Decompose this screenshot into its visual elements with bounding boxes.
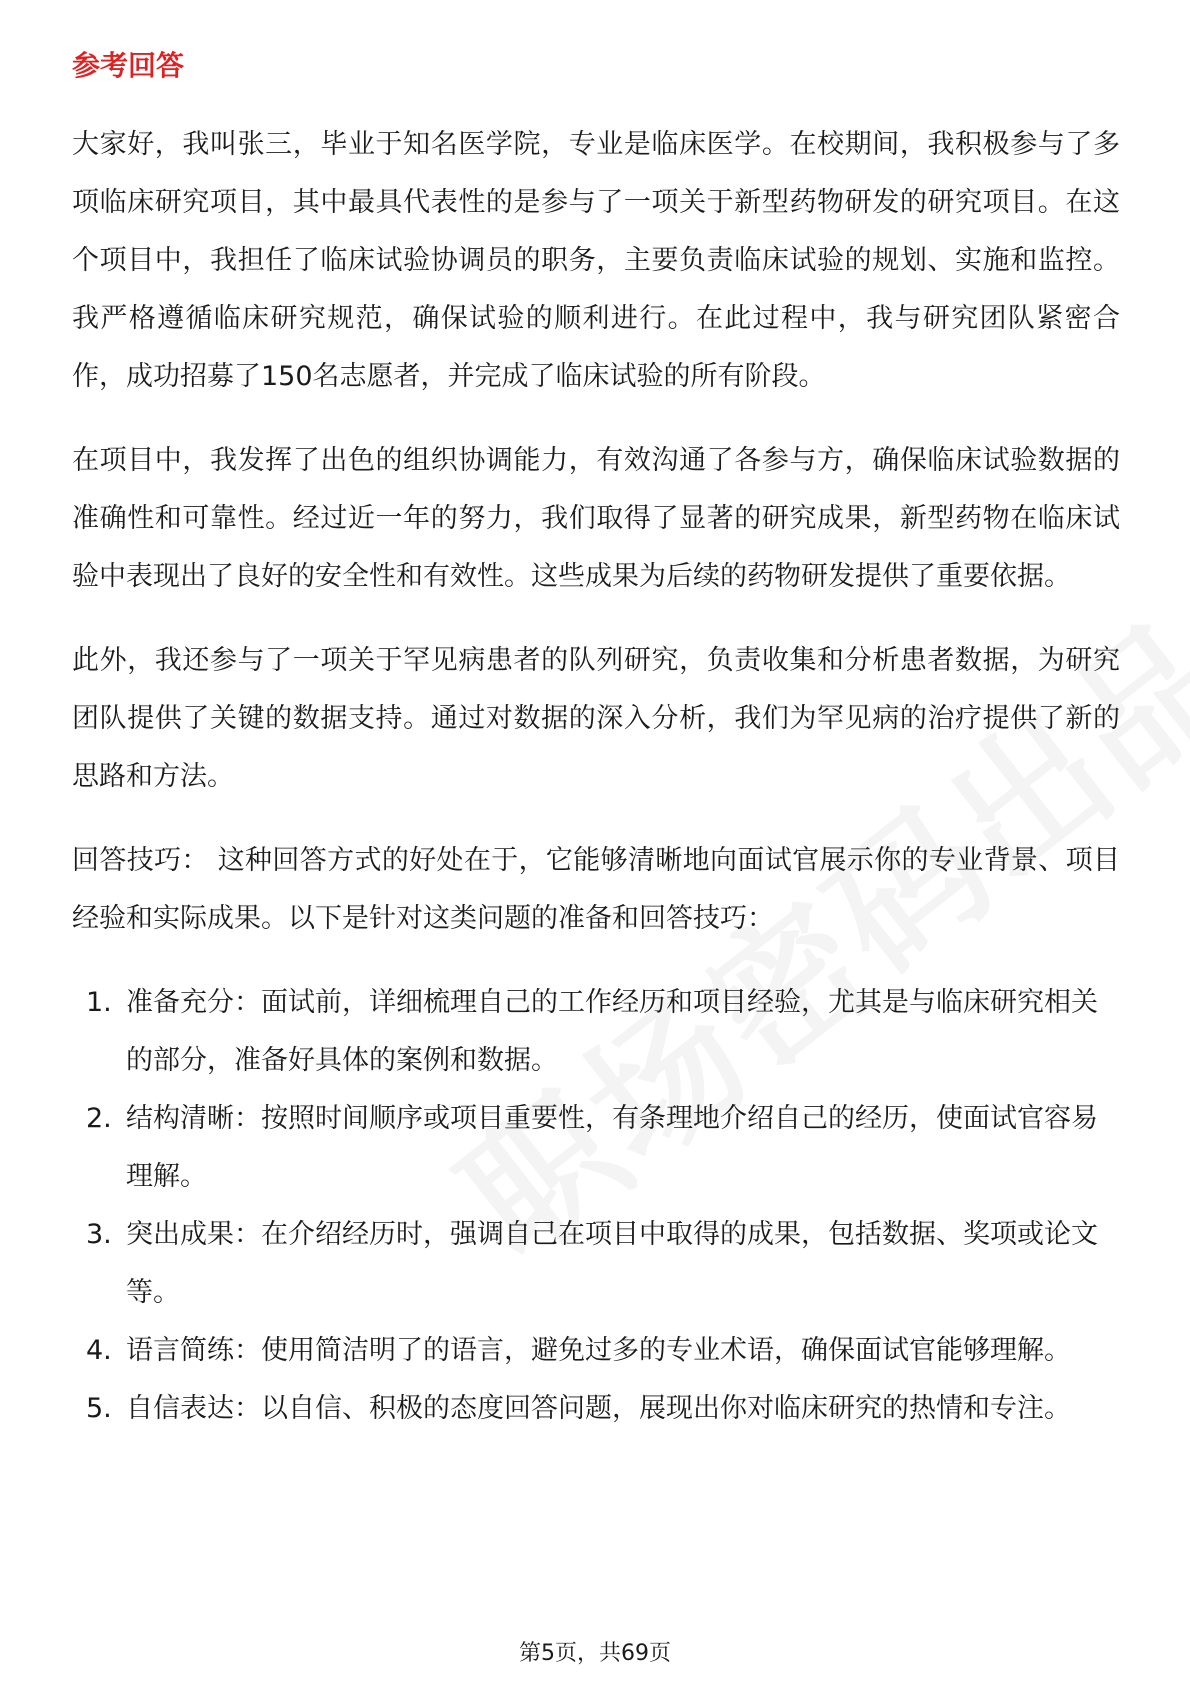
list-item (72, 1090, 1120, 1206)
list-item-number: 1. (86, 987, 112, 1018)
list-item (72, 974, 1120, 1090)
list-item-number: 3. (86, 1219, 112, 1250)
content-area (72, 46, 1120, 1438)
list-item (72, 1206, 1120, 1322)
page-number-footer: 第5页，共69页 (519, 1641, 671, 1666)
paragraph-cohort: 此外，我还参与了一项关于罕见病患者的队列研究，负责收集和分析患者数据，为研究团队提供了关键的数据支持。通过对数据的深入分析，我们为罕见病的治疗提供了新的思路和方法。 (72, 645, 1120, 792)
list-item-number: 4. (86, 1335, 112, 1366)
list-item-text: 语言简练：使用简洁明了的语言，避免过多的专业术语，确保面试官能够理解。 (126, 1335, 1071, 1366)
list-item-number: 5. (86, 1393, 112, 1424)
tips-list (72, 974, 1120, 1438)
list-item-text: 突出成果：在介绍经历时，强调自己在项目中取得的成果，包括数据、奖项或论文等。 (126, 1219, 1098, 1308)
section-heading: 参考回答 (72, 49, 185, 82)
paragraph-project: 在项目中，我发挥了出色的组织协调能力，有效沟通了各参与方，确保临床试验数据的准确性和可靠性。经过近一年的努力，我们取得了显著的研究成果，新型药物在临床试验中表现出了良好的安全性和有效性。这些成果为后续的药物研发提供了重要依据。 (72, 445, 1120, 592)
list-item (72, 1322, 1120, 1380)
list-item-text: 自信表达：以自信、积极的态度回答问题，展现出你对临床研究的热情和专注。 (126, 1393, 1071, 1424)
list-item-text: 准备充分：面试前，详细梳理自己的工作经历和项目经验，尤其是与临床研究相关的部分，准备好具体的案例和数据。 (126, 987, 1098, 1076)
list-item-text: 结构清晰：按照时间顺序或项目重要性，有条理地介绍自己的经历，使面试官容易理解。 (126, 1103, 1098, 1192)
list-item (72, 1380, 1120, 1438)
list-item-number: 2. (86, 1103, 112, 1134)
paragraph-tips-intro: 回答技巧： 这种回答方式的好处在于，它能够清晰地向面试官展示你的专业背景、项目经验和实际成果。以下是针对这类问题的准备和回答技巧： (72, 845, 1120, 934)
paragraph-intro: 大家好，我叫张三，毕业于知名医学院，专业是临床医学。在校期间，我积极参与了多项临床研究项目，其中最具代表性的是参与了一项关于新型药物研发的研究项目。在这个项目中，我担任了临床试验协调员的职务，主要负责临床试验的规划、实施和监控。我严格遵循临床研究规范，确保试验的顺利进行。在此过程中，我与研究团队紧密合作，成功招募了150名志愿者，并完成了临床试验的所有阶段。 (72, 129, 1120, 392)
